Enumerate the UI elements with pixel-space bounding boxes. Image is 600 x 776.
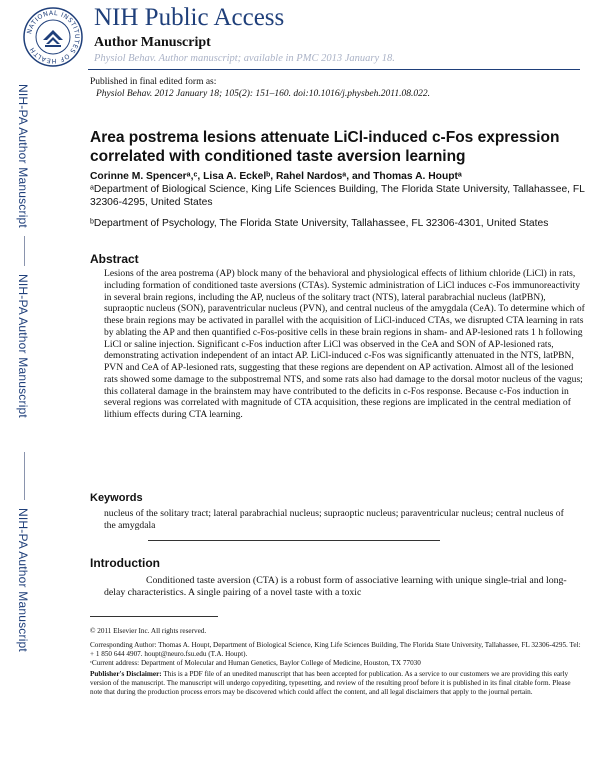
affiliation-a: ᵃDepartment of Biological Science, King Life Sciences Building, The Florida State University, Tallahassee, FL 32306-4295, United States [90,184,585,208]
abstract-text: Lesions of the area postrema (AP) block many of the behavioral and physiological effects of lithium chloride (LiCl) in rats, including formation of conditioned taste aversions (CTAs). Systemic administration of LiCl induces c-Fos immunoreactivity in several brain regions, including the AP, nucleus of the solitary tract (NTS), lateral parabrachial nucleus (latPBN), supraoptic nucleus (SON), paraventricular nucleus (PVN), and central nucleus of the amygdala (CeA). To determine which of these brain regions may be activated in parallel with the acquisition of LiCl-induced CTAs, we disrupted CTA learning in rats by ablating the AP and then quantified c-Fos-positive cells in these brain regions in sham- and AP-lesioned rats 1 h following LiCl or saline injection. Significant c-Fos induction after LiCl was observed in the CeA and SON of AP-lesioned rats, demonstrating activation independent of an intact AP. LiCl-induced c-Fos was significantly attenuated in the NTS, latPBN, PVN and CeA of AP-lesioned rats, suggesting that these regions are dependent on AP activation. Almost all of the lesioned rats showed some damage to the subpostremal NTS, and some rats also had damage to the dorsal motor nucleus of the vagus; this collateral damage in the brainstem may have contributed to the deficits in c-Fos response. Because c-Fos induction in several regions was correlated with magnitude of CTA acquisition, these regions are implicated in the central mediation of lithium effects during CTA learning. [104,268,585,420]
header-divider [88,69,580,70]
introduction-heading: Introduction [90,556,160,570]
publication-form-label: Published in final edited form as: [90,77,217,87]
abstract-heading: Abstract [90,252,139,266]
section-divider [148,540,440,541]
citation-text: Physiol Behav. 2012 January 18; 105(2): 151–160. doi:10.1016/j.physbeh.2011.08.022. [96,89,430,99]
side-label-3: NIH-PA Author Manuscript [16,508,30,652]
nih-public-access-title: NIH Public Access [94,4,285,31]
publisher-disclaimer [90,670,582,698]
citation [96,88,430,100]
side-divider-2 [24,452,25,500]
side-watermark [14,8,34,768]
article-title: Area postrema lesions attenuate LiCl-induced c-Fos expression correlated with conditioned taste aversion learning [90,129,560,165]
copyright-notice: © 2011 Elsevier Inc. All rights reserved. [90,627,207,635]
author-manuscript-subtitle: Author Manuscript [94,35,211,50]
seal-text: NATIONAL INSTITUTES OF HEALTH [26,9,81,65]
keywords-heading: Keywords [90,492,143,504]
svg-text:NATIONAL INSTITUTES OF HEALTH [26,10,80,64]
side-divider-1 [24,236,25,266]
footnote-divider [90,616,218,617]
corresponding-author-note: Corresponding Author: Thomas A. Houpt, Department of Biological Science, King Life Sciences Building, The Florida State University, Tallahassee, FL 32306-4295. Tel: + 1 850 644 4907. houpt@neuro.fsu.edu (T.A. Houpt). [90,641,581,659]
author-list: Corinne M. Spencerᵃ,ᶜ, Lisa A. Eckelᵇ, Rahel Nardosᵃ, and Thomas A. Houptᵃ [90,171,462,182]
disclaimer-text: This is a PDF file of an unedited manuscript that has been accepted for publication. As a service to our customers we are providing this early version of the manuscript. The manuscript will undergo copyediting, typesetting, and review of the resulting proof before it is published in its final citable form. Please note that during the production process errors may be discovered which could affect the content, and all legal disclaimers that apply to the journal pertain. [90,670,571,697]
keywords-text: nucleus of the solitary tract; lateral parabrachial nucleus; supraoptic nucleus; paraventricular nucleus; central nucleus of the amygdala [104,508,564,531]
availability-note: Physiol Behav. Author manuscript; available in PMC 2013 January 18. [94,53,395,64]
affiliation-b: ᵇDepartment of Psychology, The Florida State University, Tallahassee, FL 32306-4301, United States [90,218,549,229]
introduction-text: Conditioned taste aversion (CTA) is a robust form of associative learning with unique single-trial and long-delay characteristics. A single pairing of a novel taste with a toxic [104,575,567,598]
disclaimer-label: Publisher's Disclaimer: [90,670,162,678]
side-label-2: NIH-PA Author Manuscript [16,274,30,418]
current-address-note: ᶜCurrent address: Department of Molecular and Human Genetics, Baylor College of Medicine, Houston, TX 77030 [90,659,421,667]
side-label-1: NIH-PA Author Manuscript [16,84,30,228]
